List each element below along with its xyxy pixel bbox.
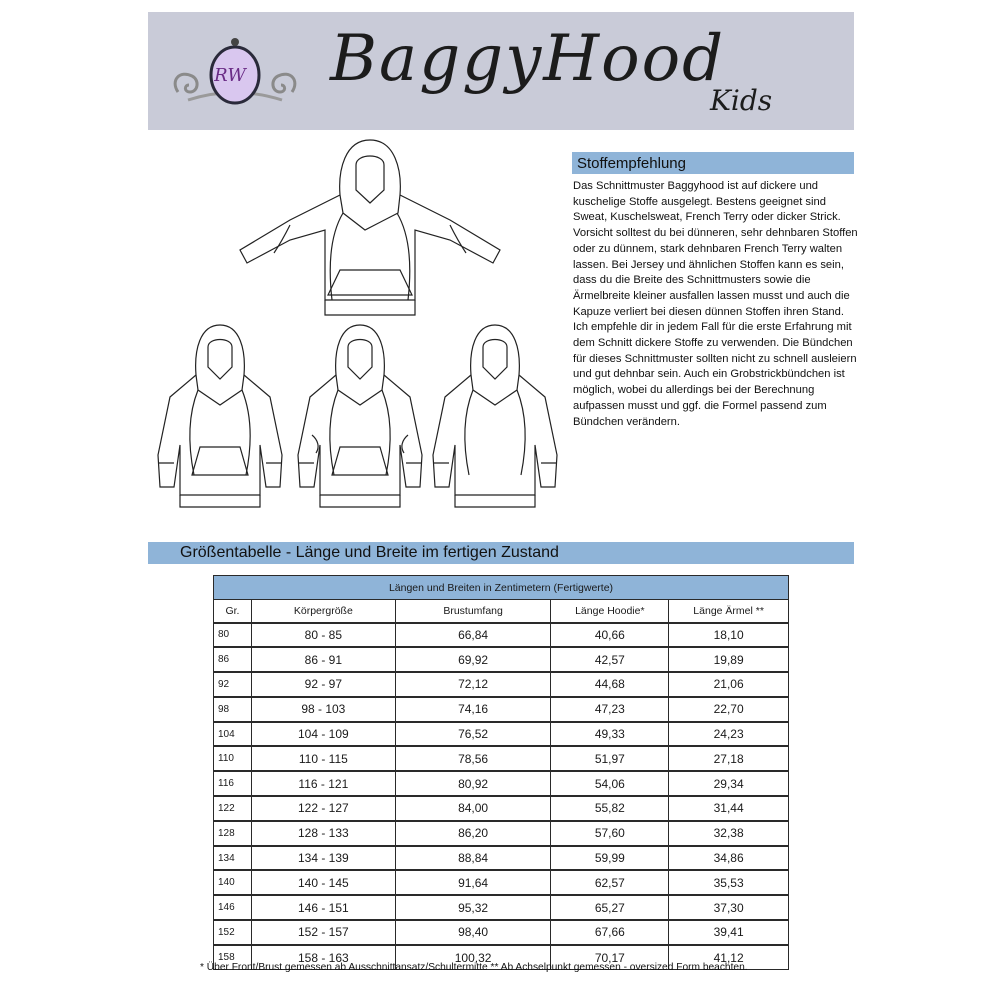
table-row: [214, 623, 789, 648]
table-cell: 21,06: [669, 672, 789, 697]
hoodie-small-1-drawing: [158, 325, 282, 507]
table-cell: 134 - 139: [251, 846, 395, 871]
table-row: [214, 722, 789, 747]
hoodie-small-2-drawing: [298, 325, 422, 507]
table-cell: 35,53: [669, 870, 789, 895]
table-cell: 31,44: [669, 796, 789, 821]
table-cell: 62,57: [551, 870, 669, 895]
table-cell: 70,17: [551, 945, 669, 970]
table-cell: 59,99: [551, 846, 669, 871]
column-header: Körpergröße: [251, 600, 395, 623]
brand-subtitle: Kids: [710, 84, 773, 117]
table-cell: 84,00: [395, 796, 551, 821]
table-cell: 44,68: [551, 672, 669, 697]
table-row: [214, 870, 789, 895]
table-cell: 32,38: [669, 821, 789, 846]
table-cell: 86,20: [395, 821, 551, 846]
table-cell: 76,52: [395, 722, 551, 747]
table-cell: 88,84: [395, 846, 551, 871]
table-row: [214, 672, 789, 697]
size-table-caption: Längen und Breiten in Zentimetern (Fertigwerte): [214, 576, 789, 600]
table-cell: 39,41: [669, 920, 789, 945]
table-row: [214, 796, 789, 821]
size-table: [213, 575, 789, 970]
table-cell: 49,33: [551, 722, 669, 747]
table-cell: 18,10: [669, 623, 789, 648]
table-cell: 34,86: [669, 846, 789, 871]
table-cell: 91,64: [395, 870, 551, 895]
table-cell: 41,12: [669, 945, 789, 970]
table-cell: 86: [214, 647, 252, 672]
hoodie-front-large-drawing: [240, 140, 500, 315]
table-cell: 29,34: [669, 771, 789, 796]
table-cell: 92 - 97: [251, 672, 395, 697]
table-cell: 140 - 145: [251, 870, 395, 895]
table-cell: 22,70: [669, 697, 789, 722]
hoodie-small-3-drawing: [433, 325, 557, 507]
table-cell: 47,23: [551, 697, 669, 722]
table-cell: 110: [214, 746, 252, 771]
table-cell: 51,97: [551, 746, 669, 771]
hoodie-illustrations: [150, 135, 560, 515]
table-row: [214, 895, 789, 920]
column-header: Länge Ärmel **: [669, 600, 789, 623]
table-cell: 27,18: [669, 746, 789, 771]
table-cell: 72,12: [395, 672, 551, 697]
table-cell: 98,40: [395, 920, 551, 945]
table-cell: 128 - 133: [251, 821, 395, 846]
table-cell: 92: [214, 672, 252, 697]
table-cell: 152 - 157: [251, 920, 395, 945]
column-header: Länge Hoodie*: [551, 600, 669, 623]
table-cell: 40,66: [551, 623, 669, 648]
table-cell: 69,92: [395, 647, 551, 672]
size-table-header-row: [214, 600, 789, 623]
table-cell: 67,66: [551, 920, 669, 945]
size-table-section-title: Größentabelle - Länge und Breite im fertigen Zustand: [148, 542, 854, 564]
table-cell: 80 - 85: [251, 623, 395, 648]
table-cell: 158 - 163: [251, 945, 395, 970]
table-cell: 57,60: [551, 821, 669, 846]
table-cell: 80,92: [395, 771, 551, 796]
size-table-footnote: * Über Front/Brust gemessen ab Ausschnittansatz/Schultermitte ** Ab Achselpunkt gemessen - oversized Form beachten.: [200, 962, 748, 973]
table-cell: 110 - 115: [251, 746, 395, 771]
table-cell: 134: [214, 846, 252, 871]
table-row: [214, 846, 789, 871]
brand-title: BaggyHood: [330, 22, 726, 96]
table-cell: 42,57: [551, 647, 669, 672]
table-cell: 158: [214, 945, 252, 970]
table-cell: 152: [214, 920, 252, 945]
table-cell: 146 - 151: [251, 895, 395, 920]
column-header: Gr.: [214, 600, 252, 623]
table-cell: 80: [214, 623, 252, 648]
table-cell: 54,06: [551, 771, 669, 796]
table-row: [214, 821, 789, 846]
table-cell: 104: [214, 722, 252, 747]
table-cell: 146: [214, 895, 252, 920]
table-cell: 122: [214, 796, 252, 821]
column-header: Brustumfang: [395, 600, 551, 623]
table-cell: 66,84: [395, 623, 551, 648]
table-cell: 24,23: [669, 722, 789, 747]
table-cell: 116 - 121: [251, 771, 395, 796]
table-row: [214, 746, 789, 771]
table-row: [214, 920, 789, 945]
table-cell: 78,56: [395, 746, 551, 771]
table-cell: 104 - 109: [251, 722, 395, 747]
table-row: [214, 771, 789, 796]
table-cell: 37,30: [669, 895, 789, 920]
table-cell: 95,32: [395, 895, 551, 920]
table-cell: 19,89: [669, 647, 789, 672]
table-row: [214, 647, 789, 672]
table-cell: 116: [214, 771, 252, 796]
table-cell: 86 - 91: [251, 647, 395, 672]
table-row: [214, 697, 789, 722]
table-cell: 100,32: [395, 945, 551, 970]
fabric-description: Das Schnittmuster Baggyhood ist auf dickere und kuschelige Stoffe ausgelegt. Bestens geeignet sind Sweat, Kuschelsweat, French Terry oder dicker Strick. Vorsicht solltest du bei dünneren, sehr dehnbaren Stoffen oder zu dünnem, stark dehnbaren French Terry walten lassen. Bei Jersey und ähnlichen Stoffen kann es sein, dass du die Breite des Schnittmusters sowie die Ärmelbreite kleiner ausfallen lassen musst und auch die Kapuze verliert bei diesen dünnen Stoffen ihren Stand. Ich empfehle dir in jedem Fall für die erste Erfahrung mit dem Schnitt dickere Stoffe zu verwenden. Die Bündchen für dieses Schnittmuster sollten nicht zu schnell ausleiern und gut dehnbar sein. Auch ein Grobstrickbündchen ist möglich, wobei du allerdings bei der Berechnung aufpassen musst und ggf. die Formel passend zum Bündchen verändern.: [573, 180, 858, 428]
logo-letters: RW: [214, 64, 246, 86]
table-cell: 98 - 103: [251, 697, 395, 722]
table-cell: 65,27: [551, 895, 669, 920]
table-cell: 98: [214, 697, 252, 722]
table-cell: 140: [214, 870, 252, 895]
table-cell: 122 - 127: [251, 796, 395, 821]
table-cell: 74,16: [395, 697, 551, 722]
table-cell: 55,82: [551, 796, 669, 821]
fabric-section-title: Stoffempfehlung: [572, 152, 854, 174]
table-cell: 128: [214, 821, 252, 846]
